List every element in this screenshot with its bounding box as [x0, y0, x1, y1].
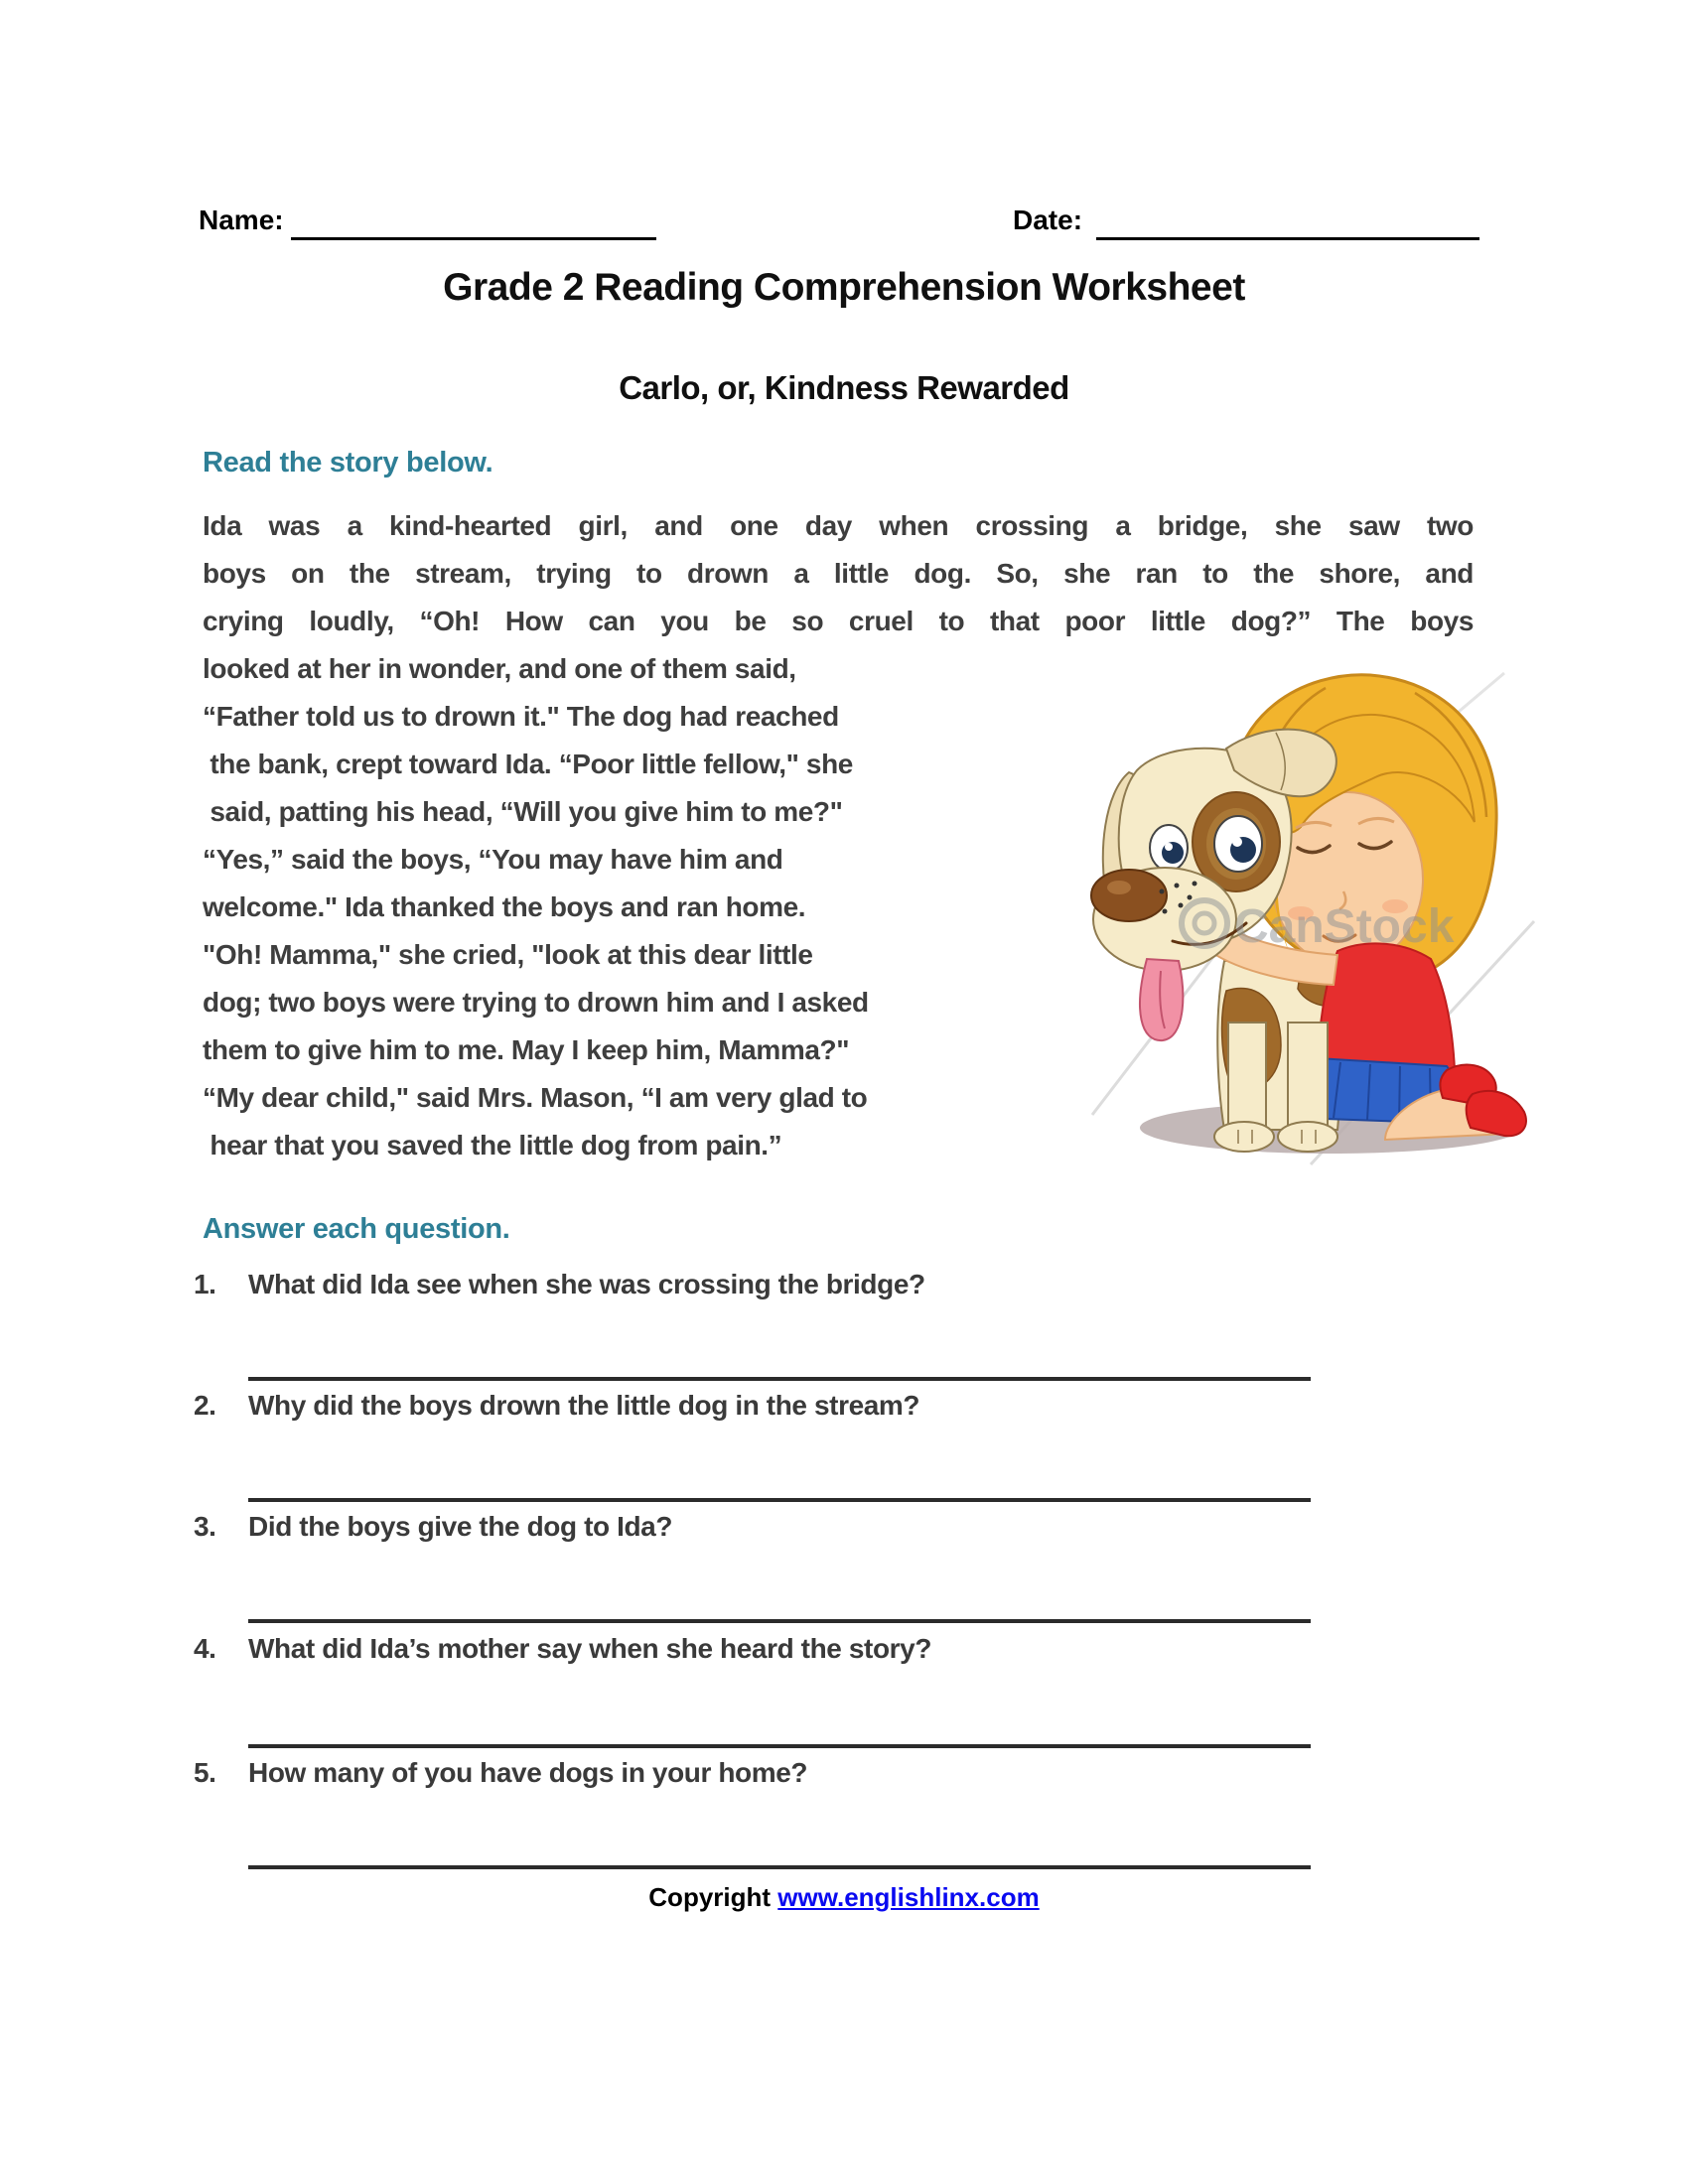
englishlinx-link[interactable]: www.englishlinx.com: [777, 1882, 1040, 1912]
question-text: How many of you have dogs in your home?: [248, 1757, 808, 1788]
name-blank-line: [291, 210, 656, 240]
question-4: [194, 1633, 931, 1665]
answer-line-5: [248, 1865, 1311, 1869]
question-text: Did the boys give the dog to Ida?: [248, 1511, 673, 1542]
story-line: boys on the stream, trying to drown a little dog. So, she ran to the shore, and: [203, 558, 1474, 589]
story-line: crying loudly, “Oh! How can you be so cruel to that poor little dog?” The boys: [203, 606, 1474, 636]
answer-line-3: [248, 1619, 1311, 1623]
question-text: Why did the boys drown the little dog in the stream?: [248, 1390, 920, 1421]
story-line: "Oh! Mamma," she cried, "look at this dear little: [203, 939, 813, 970]
girl-hugging-dog-illustration: [1077, 653, 1536, 1169]
date-label: Date:: [1013, 205, 1083, 235]
question-2: [194, 1390, 919, 1422]
answer-line-2: [248, 1498, 1311, 1502]
story-line: “My dear child," said Mrs. Mason, “I am very glad to: [203, 1082, 868, 1113]
question-number: 2.: [194, 1390, 216, 1421]
story-line: the bank, crept toward Ida. “Poor little fellow," she: [203, 749, 853, 779]
question-3: [194, 1511, 672, 1543]
story-line: Ida was a kind-hearted girl, and one day when crossing a bridge, she saw two: [203, 510, 1474, 541]
question-text: What did Ida’s mother say when she heard the story?: [248, 1633, 932, 1664]
question-number: 4.: [194, 1633, 216, 1664]
footer: [0, 1882, 1688, 1913]
story-line: said, patting his head, “Will you give him to me?": [203, 796, 843, 827]
question-number: 5.: [194, 1757, 216, 1788]
story-line: hear that you saved the little dog from pain.”: [203, 1130, 782, 1160]
watermark-text: CanStock: [1234, 900, 1455, 953]
date-blank-line: [1096, 210, 1479, 240]
answer-line-1: [248, 1377, 1311, 1381]
story-line: them to give him to me. May I keep him, Mamma?": [203, 1034, 850, 1065]
question-number: 3.: [194, 1511, 216, 1542]
story-line: “Father told us to drown it." The dog had reached: [203, 701, 839, 732]
answer-questions-heading: Answer each question.: [203, 1213, 510, 1245]
story-line: “Yes,” said the boys, “You may have him and: [203, 844, 783, 875]
story-line: looked at her in wonder, and one of them said,: [203, 653, 796, 684]
question-5: [194, 1757, 807, 1789]
question-number: 1.: [194, 1269, 216, 1299]
page-title: Grade 2 Reading Comprehension Worksheet: [443, 266, 1245, 309]
story-line: welcome." Ida thanked the boys and ran home.: [203, 891, 806, 922]
question-text: What did Ida see when she was crossing the bridge?: [248, 1269, 925, 1299]
read-story-heading: Read the story below.: [203, 447, 493, 478]
red-shoe: [1467, 1091, 1526, 1136]
story-illustration: [1077, 653, 1536, 1169]
copyright-label: Copyright: [648, 1882, 772, 1912]
dog-nose: [1091, 870, 1167, 921]
name-label: Name:: [199, 205, 284, 235]
question-1: [194, 1269, 925, 1300]
story-title: Carlo, or, Kindness Rewarded: [619, 369, 1069, 406]
answer-line-4: [248, 1744, 1311, 1748]
story-line: dog; two boys were trying to drown him and I asked: [203, 987, 869, 1018]
